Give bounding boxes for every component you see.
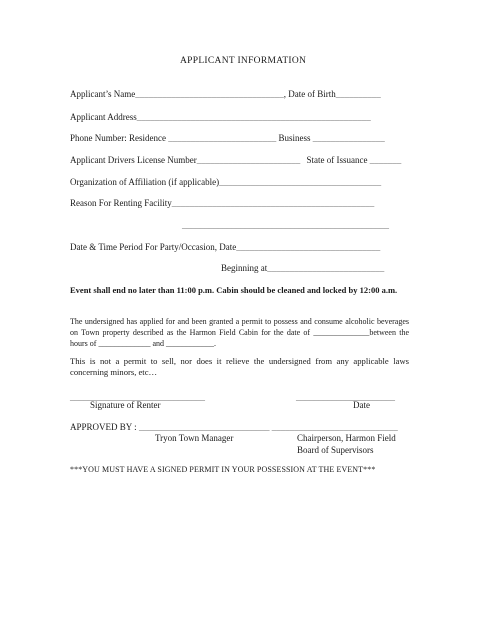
applicant-address-label: Applicant Address: [70, 112, 137, 122]
event-end-notice: Event shall end no later than 11:00 p.m. Cabin should be cleaned and locked by 12:00 a.m.: [70, 285, 398, 295]
renter-signature-line[interactable]: ______________________________: [70, 392, 205, 402]
phone-residence-blank[interactable]: ________________________: [168, 133, 277, 143]
approved-by-row: [70, 422, 398, 432]
event-date-row: [70, 242, 380, 252]
phone-number-row: [70, 133, 385, 143]
permit-disclaimer: This is not a permit to sell, nor does it relieve the undersigned from any applicable laws concerning minors, etc…: [70, 356, 409, 377]
date-of-birth-label: , Date of Birth: [283, 89, 336, 99]
phone-business-label: Business: [278, 133, 311, 143]
applicant-address-blank[interactable]: ____________________________________________________: [136, 112, 371, 122]
reason-label: Reason For Renting Facility: [70, 198, 172, 208]
event-date-label: Date & Time Period For Party/Occasion, Date: [70, 242, 237, 252]
reason-blank[interactable]: _____________________________________________: [171, 198, 375, 208]
chairperson-signature-line[interactable]: ____________________________: [271, 422, 398, 432]
organization-blank[interactable]: ____________________________________: [219, 177, 382, 187]
state-of-issuance-label: State of Issuance: [306, 155, 368, 165]
applicant-name-row: [70, 89, 381, 99]
signature-date-label: Date: [353, 400, 370, 410]
reason-row: [70, 198, 374, 208]
beginning-at-blank[interactable]: __________________________: [267, 263, 385, 273]
beginning-at-label: Beginning at: [221, 263, 268, 273]
signed-permit-notice: ***YOU MUST HAVE A SIGNED PERMIT IN YOUR POSSESSION AT THE EVENT***: [70, 465, 376, 474]
drivers-license-blank[interactable]: _______________________: [196, 155, 301, 165]
board-of-supervisors-label: Board of Supervisors: [297, 445, 374, 455]
manager-signature-line[interactable]: _____________________________: [138, 422, 270, 432]
phone-business-blank[interactable]: ________________: [312, 133, 385, 143]
drivers-license-row: [70, 155, 401, 165]
signature-date-line[interactable]: ______________________: [296, 392, 395, 402]
phone-residence-label: Phone Number: Residence: [70, 133, 166, 143]
town-manager-label: Tryon Town Manager: [155, 433, 234, 443]
page-title: APPLICANT INFORMATION: [180, 56, 307, 66]
beginning-at-row: [221, 263, 384, 273]
chairperson-label: Chairperson, Harmon Field: [297, 433, 396, 443]
drivers-license-label: Applicant Drivers License Number: [70, 155, 197, 165]
date-of-birth-blank[interactable]: __________: [335, 89, 381, 99]
approved-by-label: APPROVED BY :: [70, 422, 139, 432]
applicant-name-blank[interactable]: _________________________________: [135, 89, 284, 99]
applicant-name-label: Applicant’s Name: [70, 89, 136, 99]
renter-signature-label: Signature of Renter: [90, 400, 161, 410]
organization-label: Organization of Affiliation (if applicable): [70, 177, 220, 187]
state-of-issuance-blank[interactable]: _______: [369, 155, 402, 165]
applicant-address-row: [70, 112, 371, 122]
reason-blank-second-line[interactable]: ______________________________________________: [182, 220, 389, 230]
permit-statement: The undersigned has applied for and been granted a permit to possess and consume alcoholic beverages on Town property described as the Harmon Field Cabin for the date of ______________between the hours of _____________ and ____________.: [70, 317, 409, 348]
organization-row: [70, 177, 381, 187]
event-date-blank[interactable]: ________________________________: [236, 242, 381, 252]
